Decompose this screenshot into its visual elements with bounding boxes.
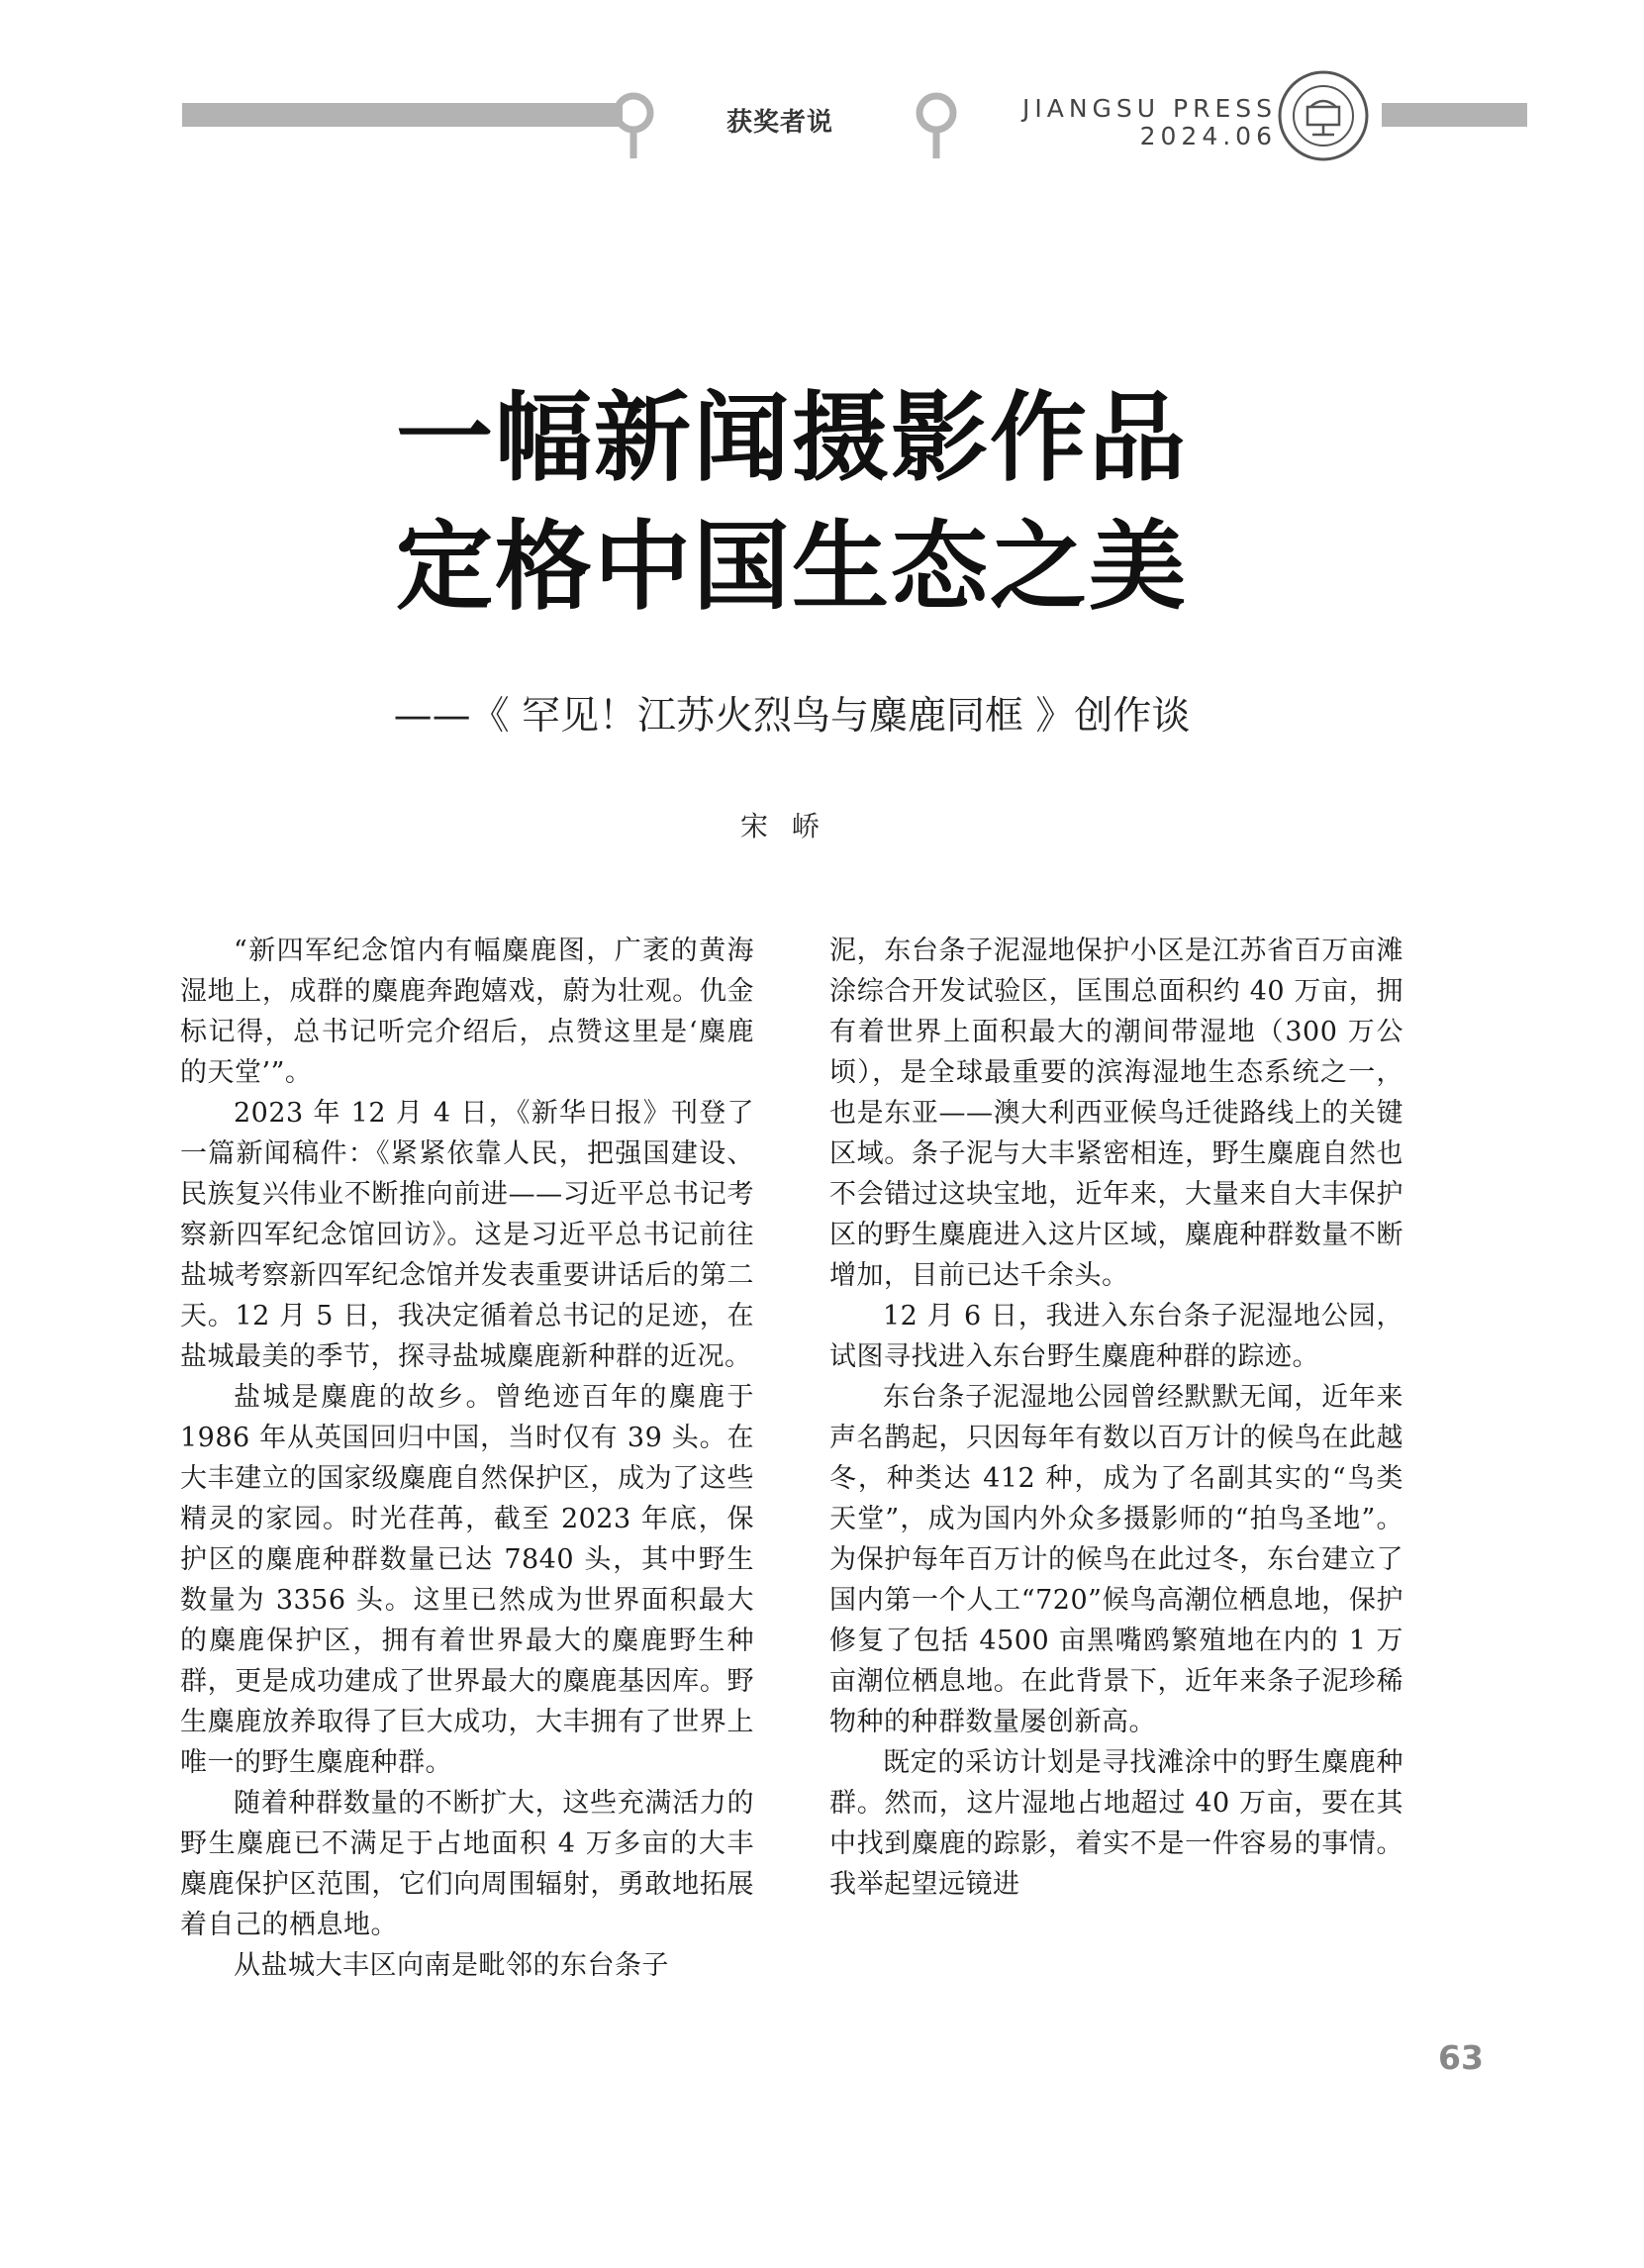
body-column-right [829,931,1403,1905]
header-bar-right [1382,103,1527,127]
paragraph: 既定的采访计划是寻找滩涂中的野生麋鹿种群。然而，这片湿地占地超过 40 万亩，要在其中找到麋鹿的踪影，着实不是一件容易的事情。我举起望远镜进 [829,1747,1403,1900]
paragraph: 12 月 6 日，我进入东台条子泥湿地公园，试图寻找进入东台野生麋鹿种群的踪迹。 [829,1301,1403,1372]
article-subtitle: ——《 罕见！江苏火烈鸟与麋鹿同框 》创作谈 [393,694,1191,739]
journal-name: JIANGSU PRESS [1021,94,1277,123]
paragraph: “新四军纪念馆内有幅麋鹿图，广袤的黄海湿地上，成群的麋鹿奔跑嬉戏，蔚为壮观。仇金标记得，总书记听完介绍后，点赞这里是‘麋鹿的天堂’”。 [180,936,754,1088]
author-name: 宋峤 [739,810,843,842]
paragraph: 随着种群数量的不断扩大，这些充满活力的野生麋鹿已不满足于占地面积 4 万多亩的大丰麋鹿保护区范围，它们向周围辐射，勇敢地拓展着自己的栖息地。 [180,1788,754,1940]
article-title-line1: 一幅新闻摄影作品 [395,382,1188,495]
paragraph: 从盐城大丰区向南是毗邻的东台条子 [234,1950,669,1981]
paragraph: 盐城是麋鹿的故乡。曾绝迹百年的麋鹿于 1986 年从英国回归中国，当时仅有 39 头。在大丰建立的国家级麋鹿自然保护区，成为了这些精灵的家园。时光荏苒，截至 2023 年底，保护区的麋鹿种群数量已达 7840 头，其中野生数量为 3356 头。这里已然成为世界面积最大的麋鹿保护区，拥有着世界最大的麋鹿野生种群，更是成功建成了世界最大的麋鹿基因库。野生麋鹿放养取得了巨大成功，大丰拥有了世界上唯一的野生麋鹿种群。 [180,1382,754,1778]
body-column-left [180,931,754,1986]
section-label: 获奖者说 [726,108,834,138]
page-number: 63 [1438,2038,1484,2077]
paragraph: 2023 年 12 月 4 日，《新华日报》刊登了一篇新闻稿件：《紧紧依靠人民，把强国建设、民族复兴伟业不断推向前进——习近平总书记考察新四军纪念馆回访》。这是习近平总书记前往盐城考察新四军纪念馆并发表重要讲话后的第二天。12 月 5 日，我决定循着总书记的足迹，在盐城最美的季节，探寻盐城麋鹿新种群的近况。 [180,1098,754,1372]
map-pin-icon [610,91,657,160]
header-bar-left [182,103,623,127]
paragraph: 东台条子泥湿地公园曾经默默无闻，近年来声名鹊起，只因每年有数以百万计的候鸟在此越冬，种类达 412 种，成为了名副其实的“鸟类天堂”，成为国内外众多摄影师的“拍鸟圣地”。为保护每年百万计的候鸟在此过冬，东台建立了国内第一个人工“720”候鸟高潮位栖息地，保护修复了包括 4500 亩黑嘴鸥繁殖地在内的 1 万亩潮位栖息地。在此背景下，近年来条子泥珍稀物种的种群数量屡创新高。 [829,1382,1403,1737]
article-title-line2: 定格中国生态之美 [395,511,1188,624]
map-pin-icon [913,91,960,160]
issue-number: 2024.06 [1139,122,1277,150]
journal-masthead [990,95,1277,150]
association-seal-icon [1277,69,1370,162]
paragraph-continued: 泥，东台条子泥湿地保护小区是江苏省百万亩滩涂综合开发试验区，匡围总面积约 40 万亩，拥有着世界上面积最大的潮间带湿地（300 万公顷），是全球最重要的滨海湿地生态系统之一，也是东亚——澳大利西亚候鸟迁徙路线上的关键区域。条子泥与大丰紧密相连，野生麋鹿自然也不会错过这块宝地，近年来，大量来自大丰保护区的野生麋鹿进入这片区域，麋鹿种群数量不断增加，目前已达千余头。 [829,936,1403,1291]
